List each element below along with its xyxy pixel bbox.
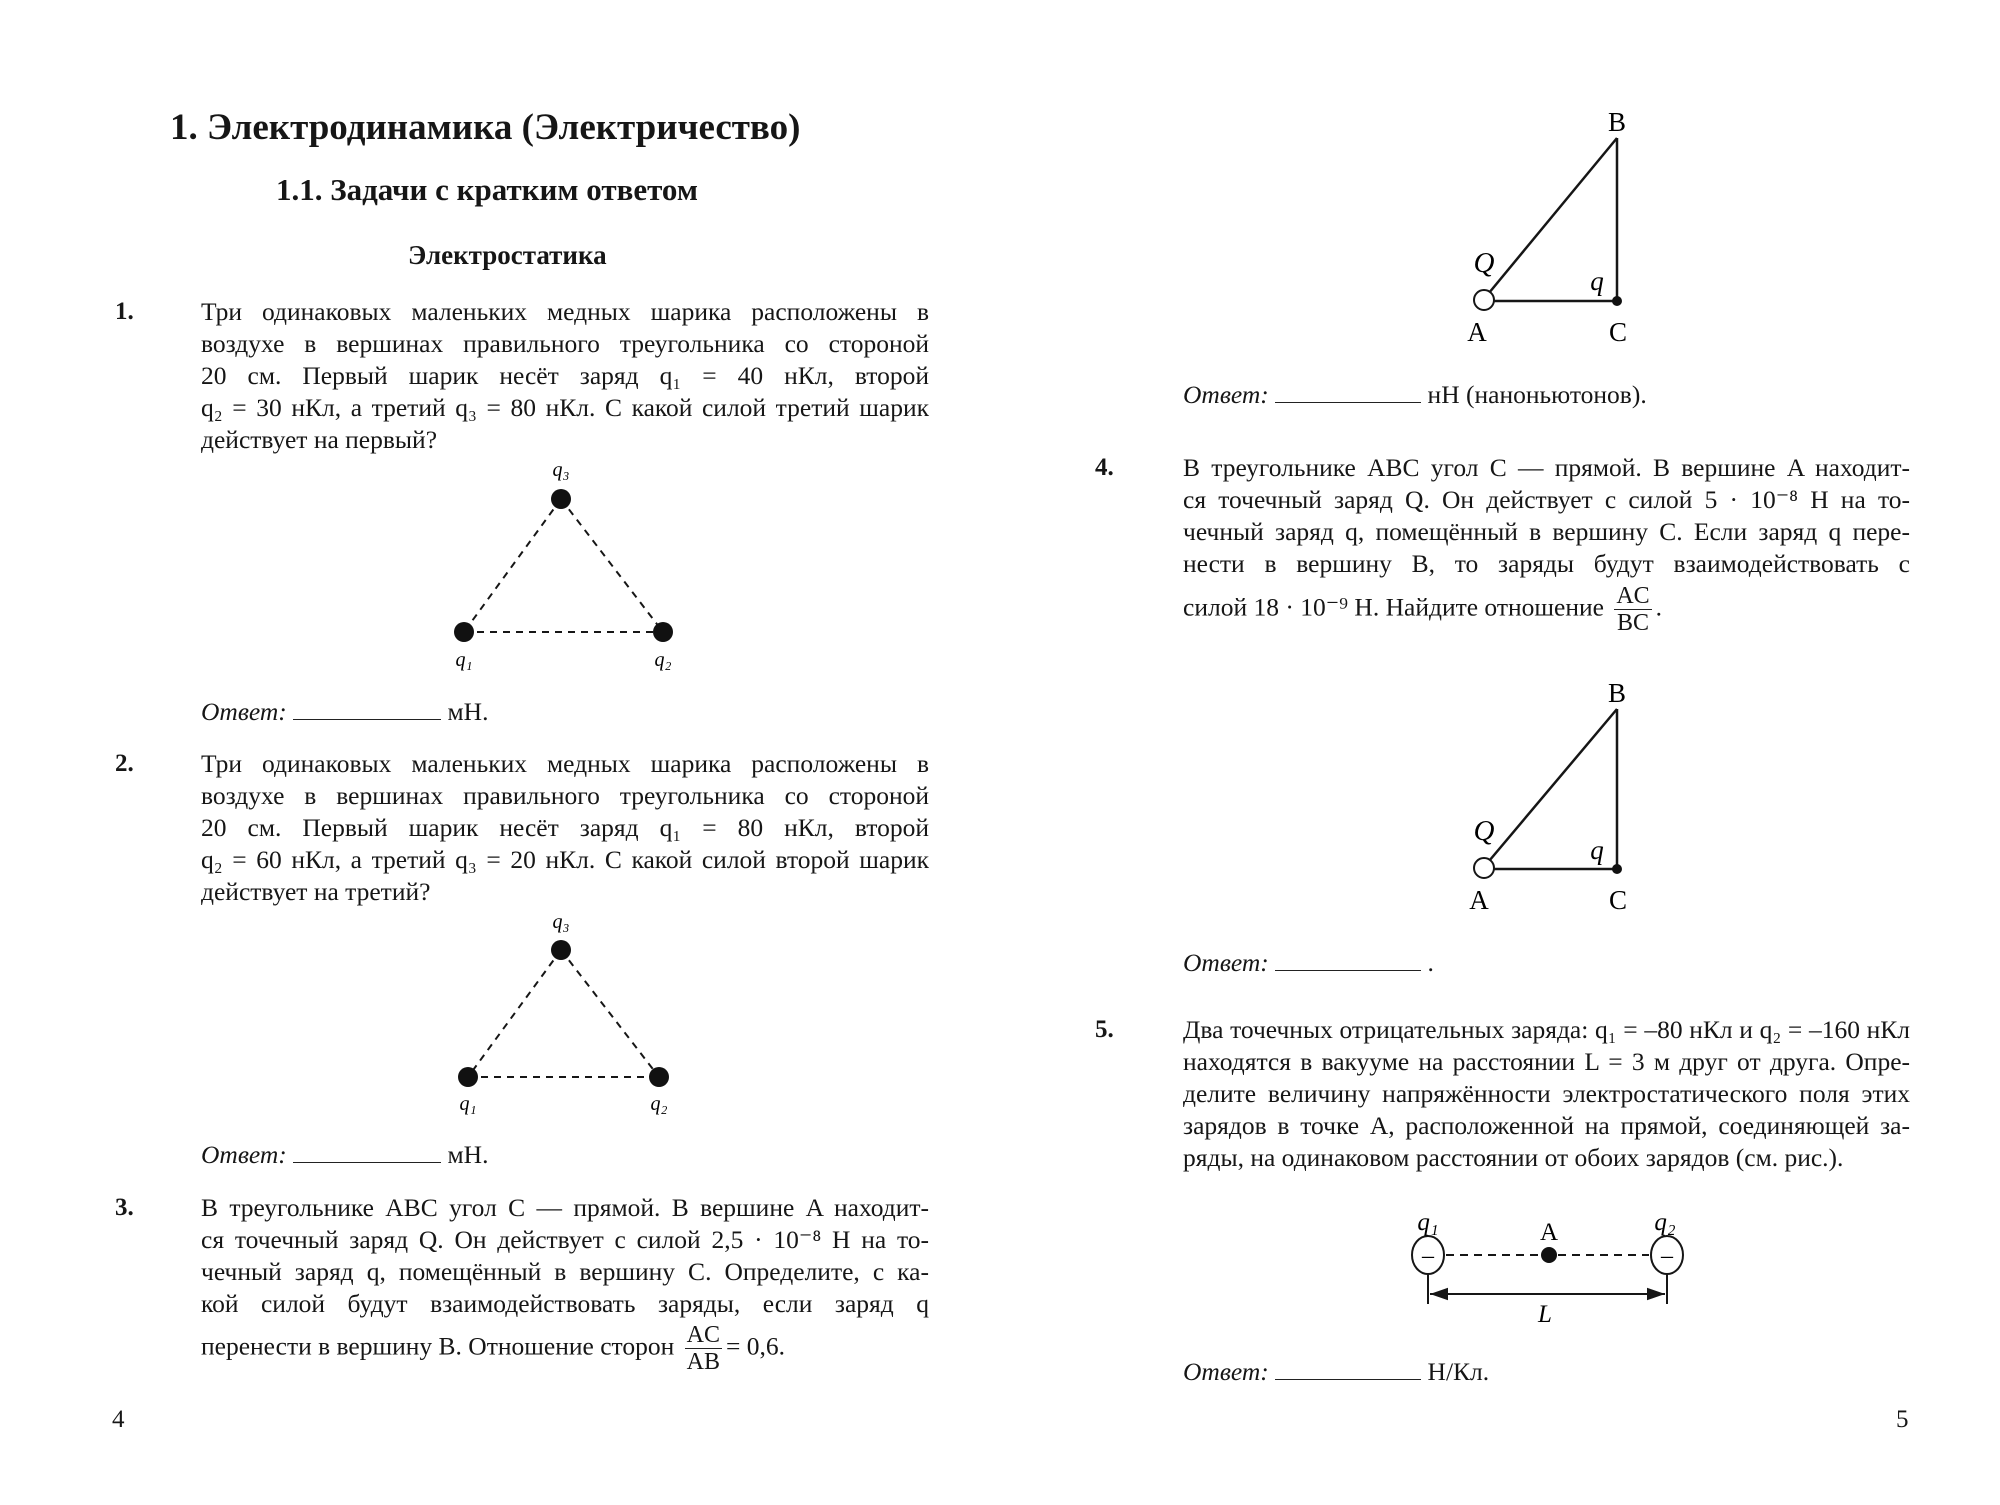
text-line: Три одинаковых маленьких медных шарика расположены в <box>201 749 929 778</box>
charge-q2-dot <box>653 622 673 642</box>
text-line: воздухе в вершинах правильного треугольника со стороной <box>201 329 929 358</box>
fraction-denominator: AB <box>686 1349 720 1375</box>
text-line: ся точечный заряд Q. Он действует с силой 2,5 · 10⁻⁸ Н на то- <box>201 1225 929 1254</box>
charge-q2-dot <box>649 1067 669 1087</box>
text-line: кой силой будут взаимодействовать заряды, если заряд q <box>201 1289 929 1318</box>
text-line: зарядов в точке A, расположенной на прямой, соединяющей за- <box>1183 1111 1910 1140</box>
charge-q1-dot <box>454 622 474 642</box>
vertex-B-label: B <box>1607 678 1627 708</box>
text-line: В треугольнике ABC угол C — прямой. В вершине A находит- <box>201 1193 929 1222</box>
section-title: 1.1. Задачи с кратким ответом <box>276 172 698 207</box>
charge-Q-circle <box>1474 290 1494 310</box>
vertex-A-label: A <box>1469 885 1489 915</box>
fraction-tail: = 0,6. <box>725 1331 785 1361</box>
text-line: ряды, на одинаковом расстоянии от обоих зарядов (см. рис.). <box>1183 1143 1844 1172</box>
charge-q-dot <box>1612 864 1622 874</box>
answer-label: Ответ: <box>201 697 287 726</box>
text-line: силой 18 · 10⁻⁹ Н. Найдите отношение <box>1183 592 1604 622</box>
text-line: чечный заряд q, помещённый в вершину C. Определите, с ка- <box>201 1257 929 1286</box>
label-Q: Q <box>1473 815 1495 847</box>
page-number-left: 4 <box>112 1406 125 1433</box>
problem-3-number: 3. <box>115 1194 134 1221</box>
point-A-dot <box>1541 1247 1557 1263</box>
label-L: L <box>1538 1301 1552 1328</box>
text-line: Два точечных отрицательных заряда: q₁ = –80 нКл и q₂ = –160 нКл <box>1183 1015 1910 1044</box>
vertex-B-label: B <box>1607 107 1627 137</box>
answer-label: Ответ: <box>1183 1357 1269 1386</box>
charge-q1-dot <box>458 1067 478 1087</box>
text-line: Три одинаковых маленьких медных шарика расположены в <box>201 297 929 326</box>
problem-4-number: 4. <box>1095 454 1114 481</box>
answer-label: Ответ: <box>201 1140 287 1169</box>
page-number-right: 5 <box>1896 1406 1909 1433</box>
text-line: действует на первый? <box>201 425 438 454</box>
text-line: действует на третий? <box>201 877 431 906</box>
text-line: нести в вершину B, то заряды будут взаимодействовать с <box>1183 549 1910 578</box>
answer-unit: нН (наноньютонов). <box>1427 380 1647 409</box>
text-line: 20 см. Первый шарик несёт заряд q₁ = 40 нКл, второй <box>201 361 929 390</box>
answer-label: Ответ: <box>1183 380 1269 409</box>
text-line: ся точечный заряд Q. Он действует с силой 5 · 10⁻⁸ Н на то- <box>1183 485 1910 514</box>
label-q1: q₁ <box>459 1093 477 1115</box>
minus-sign: – <box>1422 1243 1434 1269</box>
label-q3: q₃ <box>552 911 570 933</box>
charge-q3-dot <box>551 940 571 960</box>
minus-sign: – <box>1661 1243 1673 1269</box>
text-line: q₂ = 30 нКл, а третий q₃ = 80 нКл. С какой силой третий шарик <box>201 393 929 422</box>
charge-q3-dot <box>551 489 571 509</box>
label-A: A <box>1539 1219 1559 1246</box>
label-q1: q₁ <box>455 649 473 671</box>
label-q2: q₂ <box>650 1093 668 1115</box>
label-q1: q₁ <box>1417 1209 1439 1236</box>
problem-5-number: 5. <box>1095 1016 1114 1043</box>
text-line: находятся в вакууме на расстоянии L = 3 м друг от друга. Опре- <box>1183 1047 1910 1076</box>
text-line: воздухе в вершинах правильного треугольника со стороной <box>201 781 929 810</box>
text-line: перенести в вершину B. Отношение сторон <box>201 1331 675 1361</box>
subsection-title: Электростатика <box>408 240 607 270</box>
fraction-tail: . <box>1655 592 1663 622</box>
label-q2: q₂ <box>1654 1209 1676 1236</box>
chapter-title: 1. Электродинамика (Электричество) <box>170 107 801 148</box>
vertex-C-label: C <box>1608 885 1628 915</box>
answer-unit: мН. <box>447 697 489 726</box>
fraction-denominator: BC <box>1616 610 1649 636</box>
problem-2-number: 2. <box>115 750 134 777</box>
figure-two-charges <box>1412 1209 1683 1328</box>
fraction-numerator: AC <box>686 1322 720 1348</box>
figure-equilateral-triangle-1 <box>464 499 663 632</box>
charge-Q-circle <box>1474 858 1494 878</box>
answer-unit: . <box>1427 948 1434 977</box>
answer-unit: Н/Кл. <box>1427 1357 1490 1386</box>
text-line: делите величину напряжённости электростатического поля этих <box>1183 1079 1910 1108</box>
charge-q-dot <box>1612 296 1622 306</box>
figure-equilateral-triangle-2 <box>468 950 659 1077</box>
label-q: q <box>1590 835 1604 865</box>
label-q3: q₃ <box>552 459 570 481</box>
fraction-numerator: AC <box>1616 583 1650 609</box>
vertex-C-label: C <box>1608 317 1628 347</box>
text-line: чечный заряд q, помещённый в вершину C. Если заряд q пере- <box>1183 517 1910 546</box>
text-line: q₂ = 60 нКл, а третий q₃ = 20 нКл. С какой силой второй шарик <box>201 845 929 874</box>
answer-label: Ответ: <box>1183 948 1269 977</box>
label-Q: Q <box>1473 247 1495 279</box>
problem-1-number: 1. <box>115 298 134 325</box>
text-line: В треугольнике ABC угол C — прямой. В вершине A находит- <box>1183 453 1910 482</box>
text-line: 20 см. Первый шарик несёт заряд q₁ = 80 нКл, второй <box>201 813 929 842</box>
label-q: q <box>1590 266 1604 296</box>
answer-unit: мН. <box>447 1140 489 1169</box>
vertex-A-label: A <box>1467 317 1487 347</box>
label-q2: q₂ <box>654 649 672 671</box>
